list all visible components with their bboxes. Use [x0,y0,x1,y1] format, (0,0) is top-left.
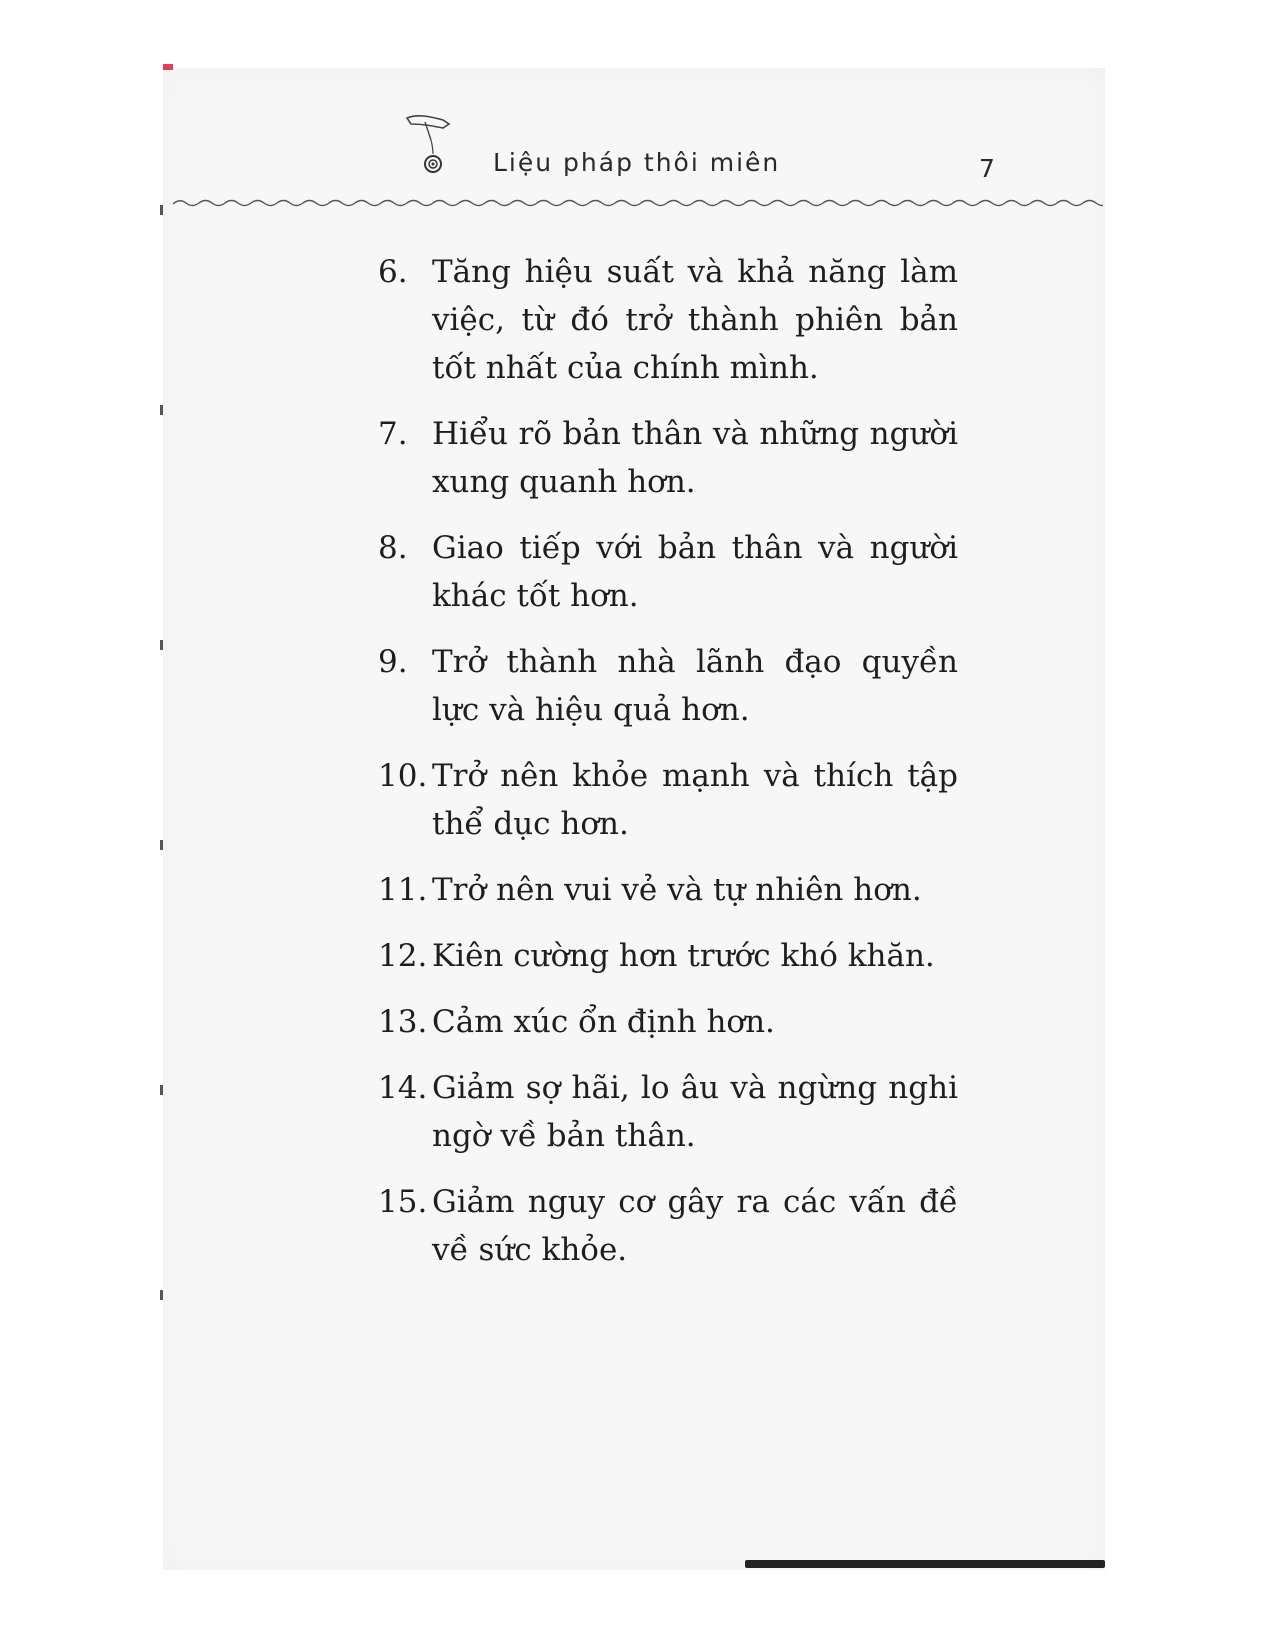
hypnosis-pendulum-icon [403,112,463,182]
list-item [378,1064,958,1160]
list-item-number: 13. [378,1004,428,1040]
list-item-number: 12. [378,938,428,974]
list-item [378,932,958,980]
list-item [378,248,958,392]
page-edge-tick [160,840,163,850]
list-item-number: 10. [378,758,428,794]
page-number: 7 [979,154,995,183]
list-item [378,524,958,620]
decorative-wavy-divider [173,186,1103,216]
page-edge-tick [160,1085,163,1095]
list-item-number: 8. [378,530,408,566]
list-item [378,410,958,506]
page-edge-tick [160,640,163,650]
list-item-text: Trở nên vui vẻ và tự nhiên hơn. [432,872,922,908]
list-item-number: 9. [378,644,408,680]
list-item-text: Kiên cường hơn trước khó khăn. [432,938,935,974]
list-item-number: 11. [378,872,428,908]
list-item [378,752,958,848]
list-item-number: 14. [378,1070,428,1106]
list-item-text: Trở nên khỏe mạnh và thích tập thể dục hơn. [432,758,958,842]
page-edge-tick [160,1290,163,1300]
benefit-list [378,248,958,1292]
list-item-text: Hiểu rõ bản thân và những người xung quanh hơn. [432,416,958,500]
page-corner-mark [163,64,173,70]
list-item [378,866,958,914]
list-item [378,638,958,734]
list-item-text: Giao tiếp với bản thân và người khác tốt hơn. [432,530,958,614]
list-item-number: 7. [378,416,408,452]
list-item-text: Giảm sợ hãi, lo âu và ngừng nghi ngờ về bản thân. [432,1070,958,1154]
list-item [378,1178,958,1274]
running-header [163,100,1105,230]
list-item-text: Cảm xúc ổn định hơn. [432,1004,775,1040]
list-item-number: 6. [378,254,408,290]
page-edge-tick [160,405,163,415]
list-item-text: Giảm nguy cơ gây ra các vấn đề về sức khỏe. [432,1184,958,1268]
list-item [378,998,958,1046]
running-header-title: Liệu pháp thôi miên [493,148,781,177]
list-item-text: Trở thành nhà lãnh đạo quyền lực và hiệu quả hơn. [432,644,958,728]
list-item-number: 15. [378,1184,428,1220]
list-item-text: Tăng hiệu suất và khả năng làm việc, từ đó trở thành phiên bản tốt nhất của chính mình. [432,254,958,386]
page-bottom-edge [745,1560,1105,1568]
